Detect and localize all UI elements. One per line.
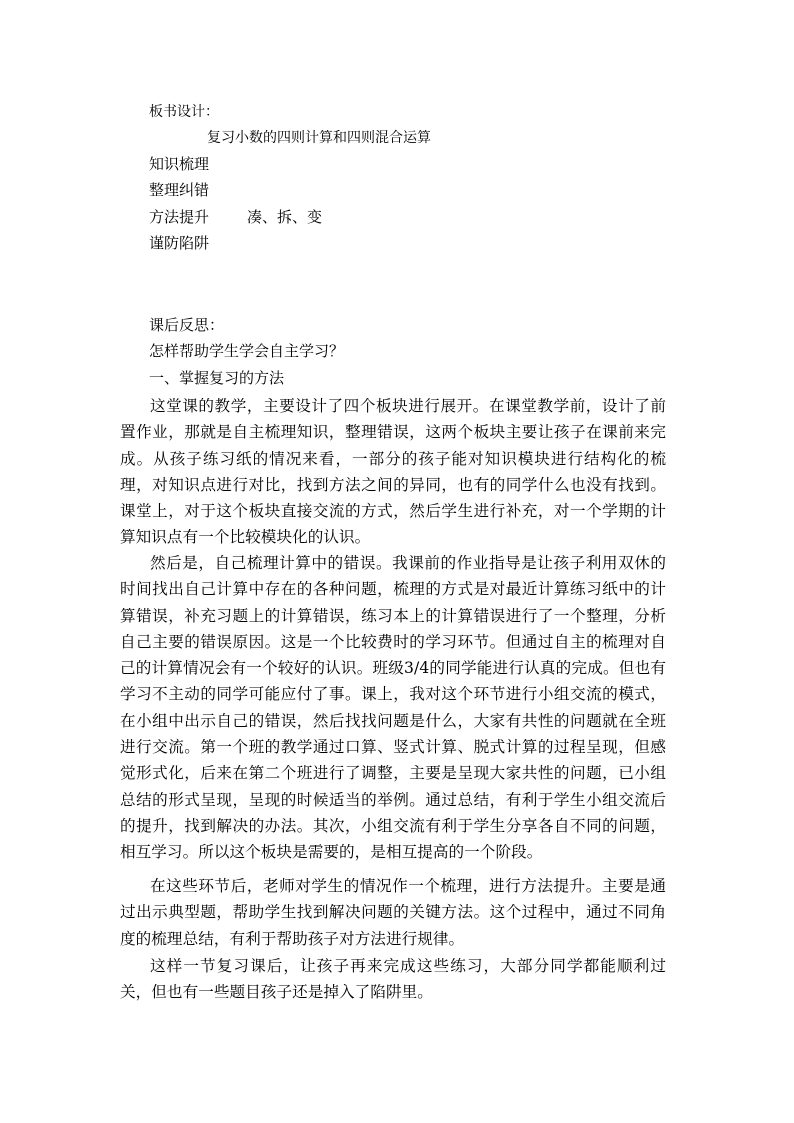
board-item-method-value: 凑、拆、变 (247, 208, 323, 226)
reflection-heading: 课后反思： (149, 316, 225, 334)
board-item-traps: 谨防陷阱 (149, 234, 210, 252)
reflection-section-1: 一、掌握复习的方法 (149, 369, 285, 387)
reflection-paragraph: 在这些环节后，老师对学生的情况作一个梳理，进行方法提升。主要是通过出示典型题，帮助学生找到解决问题的关键方法。这个过程中，通过不同角度的梳理总结，有利于帮助孩子对方法进行规律。 (120, 877, 666, 948)
reflection-paragraph: 然后是，自己梳理计算中的错误。我课前的作业指导是让孩子利用双休的时间找出自己计算中存在的各种问题，梳理的方式是对最近计算练习纸中的计算错误，补充习题上的计算错误，练习本上的计算错误进行了一个整理，分析自己主要的错误原因。这是一个比较费时的学习环节。但通过自主的梳理对自己的计算情况会有一个较好的认识。班级3/4的同学能进行认真的完成。但也有学习不主动的同学可能应付了事。课上，我对这个环节进行小组交流的模式，在小组中出示自己的错误，然后找找问题是什么，大家有共性的问题就在全班进行交流。第一个班的教学通过口算、竖式计算、脱式计算的过程呈现，但感觉形式化，后来在第二个班进行了调整，主要是呈现大家共性的问题，已小组总结的形式呈现，呈现的时候适当的举例。通过总结，有利于学生小组交流后的提升，找到解决的办法。其次，小组交流有利于学生分享各自不同的问题，相互学习。所以这个板块是需要的，是相互提高的一个阶段。 (120, 554, 666, 862)
board-design-title: 复习小数的四则计算和四则混合运算 (207, 130, 431, 146)
board-item-knowledge: 知识梳理 (149, 155, 210, 173)
reflection-paragraph: 这堂课的教学，主要设计了四个板块进行展开。在课堂教学前，设计了前置作业，那就是自主梳理知识，整理错误，这两个板块主要让孩子在课前来完成。从孩子练习纸的情况来看，一部分的孩子能对知识模块进行结构化的梳理，对知识点进行对比，找到方法之间的异同，也有的同学什么也没有找到。课堂上，对于这个板块直接交流的方式，然后学生进行补充，对一个学期的计算知识点有一个比较模块化的认识。 (120, 397, 666, 547)
board-item-method-label: 方法提升 (149, 208, 210, 226)
reflection-question: 怎样帮助学生学会自主学习？ (149, 342, 345, 360)
reflection-paragraph: 这样一节复习课后，让孩子再来完成这些练习，大部分同学都能顺利过关，但也有一些题目孩子还是掉入了陷阱里。 (120, 957, 666, 1002)
board-design-heading: 板书设计： (149, 104, 219, 120)
board-item-errors: 整理纠错 (149, 181, 210, 199)
